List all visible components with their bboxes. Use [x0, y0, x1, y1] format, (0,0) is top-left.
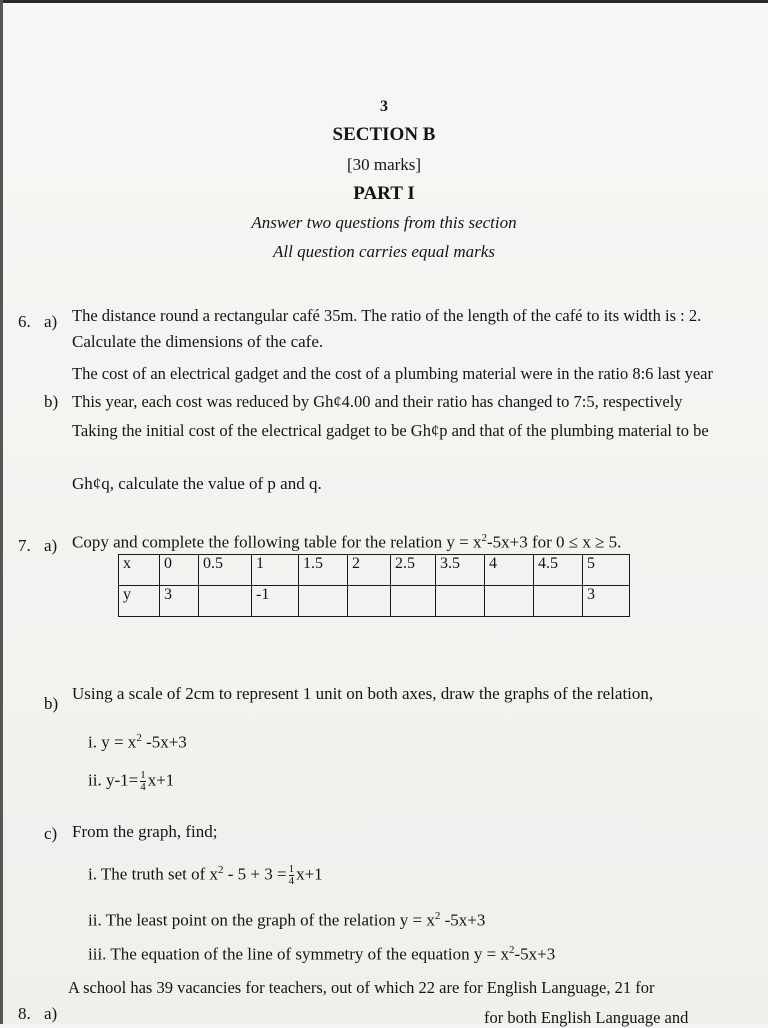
table-x-cell: 3.5 [436, 555, 485, 586]
q7-b-ii [88, 770, 174, 793]
instruction-line-1: Answer two questions from this section [251, 213, 517, 232]
q7-b-i-exponent: 2 [136, 732, 142, 744]
q7-c-iii [88, 944, 555, 965]
table-y-cell: 3 [160, 586, 199, 617]
q7-b-i-pre: i. y = x [88, 732, 137, 752]
table-x-cell: 1 [252, 555, 299, 586]
q7-c-ii-pre: ii. The least point on the graph of the relation y = x [88, 910, 435, 930]
q7-b-ii-fraction [140, 770, 146, 793]
q7-b-ii-numerator: 1 [140, 769, 146, 781]
section-title: SECTION B [332, 124, 436, 145]
q8-number: 8. [18, 1004, 31, 1023]
q7-c-ii [88, 910, 485, 931]
q8-a-line-2-partial: for both English Language and [484, 1008, 689, 1027]
q7-c-text: From the graph, find; [72, 822, 218, 841]
q6-b-line-4: Gh¢q, calculate the value of p and q. [72, 474, 322, 493]
table-y-cell [485, 586, 534, 617]
q7-b-i [88, 732, 187, 753]
q7-c-ii-post: -5x+3 [440, 910, 486, 930]
table-x-cell: 0.5 [199, 555, 252, 586]
q7-c-i-exponent: 2 [218, 864, 224, 876]
table-row-x [119, 555, 630, 586]
page-left-edge [0, 0, 3, 1024]
table-y-cell: 3 [583, 586, 630, 617]
table-x-cell: 2 [348, 555, 391, 586]
q7-c-i-numerator: 1 [288, 863, 295, 876]
table-y-cell [534, 586, 583, 617]
table-y-label: y [119, 586, 160, 617]
q7-a-text-pre: Copy and complete the following table for the relation y = x [72, 532, 482, 552]
table-y-cell: -1 [252, 586, 299, 617]
q7-a-text [72, 532, 621, 553]
instruction-line-2: All question carries equal marks [273, 242, 495, 261]
table-x-cell: 4 [485, 555, 534, 586]
q7-b-ii-post: x+1 [147, 770, 175, 790]
q7-b-ii-denominator: 4 [140, 781, 146, 793]
q7-c-label: c) [44, 824, 58, 843]
xy-value-table [118, 554, 630, 617]
table-y-cell [436, 586, 485, 617]
q6-b-line-1: The cost of an electrical gadget and the cost of a plumbing material were in the ratio 8:6 last year [72, 364, 713, 383]
table-x-cell: 0 [160, 555, 199, 586]
part-title: PART I [353, 183, 415, 204]
table-x-cell: 5 [583, 555, 630, 586]
q7-a-text-post: -5x+3 for 0 ≤ x ≥ 5. [486, 532, 622, 552]
table-y-cell [199, 586, 252, 617]
q6-number: 6. [18, 312, 31, 331]
q7-b-text: Using a scale of 2cm to represent 1 unit on both axes, draw the graphs of the relation, [72, 684, 654, 703]
table-y-cell [391, 586, 436, 617]
q6-a-line-1: The distance round a rectangular café 35m. The ratio of the length of the café to its width is : 2. [72, 306, 702, 325]
q6-a-label: a) [44, 312, 58, 331]
table-y-cell [348, 586, 391, 617]
q7-b-ii-pre: ii. y-1= [88, 770, 139, 790]
q7-c-i-post: x+1 [296, 864, 323, 884]
q7-number: 7. [18, 536, 31, 555]
q7-c-i-pre: i. The truth set of x [88, 864, 218, 884]
page-number: 3 [380, 98, 388, 115]
q7-c-i-fraction [289, 864, 295, 887]
q6-b-line-3: Taking the initial cost of the electrical gadget to be Gh¢p and that of the plumbing material to be [72, 421, 709, 440]
page-top-edge [0, 0, 768, 3]
q7-c-i-denominator: 4 [288, 875, 295, 888]
q7-c-i [88, 864, 323, 887]
q8-a-line-1: A school has 39 vacancies for teachers, out of which 22 are for English Language, 21 for [68, 978, 655, 997]
table-row-y [119, 586, 630, 617]
q7-c-i-mid: - 5 + 3 = [223, 864, 287, 884]
q7-c-ii-exponent: 2 [434, 910, 441, 922]
q7-c-iii-exponent: 2 [508, 944, 515, 956]
q7-a-label: a) [44, 536, 58, 555]
q6-a-line-2: Calculate the dimensions of the cafe. [72, 332, 324, 351]
table-x-cell: 4.5 [534, 555, 583, 586]
section-marks: [30 marks] [346, 155, 422, 174]
q7-c-iii-post: -5x+3 [514, 944, 556, 964]
table-y-cell [299, 586, 348, 617]
table-x-label: x [119, 555, 160, 586]
q8-a-label: a) [44, 1004, 58, 1023]
q6-b-line-2: This year, each cost was reduced by Gh¢4.00 and their ratio has changed to 7:5, respectively [72, 392, 683, 411]
q7-b-label: b) [44, 694, 59, 713]
q7-c-iii-pre: iii. The equation of the line of symmetry of the equation y = x [88, 944, 509, 964]
table-x-cell: 1.5 [299, 555, 348, 586]
table-x-cell: 2.5 [391, 555, 436, 586]
q7-a-exponent: 2 [481, 532, 487, 544]
q7-b-i-post: -5x+3 [141, 732, 187, 752]
q6-b-label: b) [44, 392, 59, 411]
